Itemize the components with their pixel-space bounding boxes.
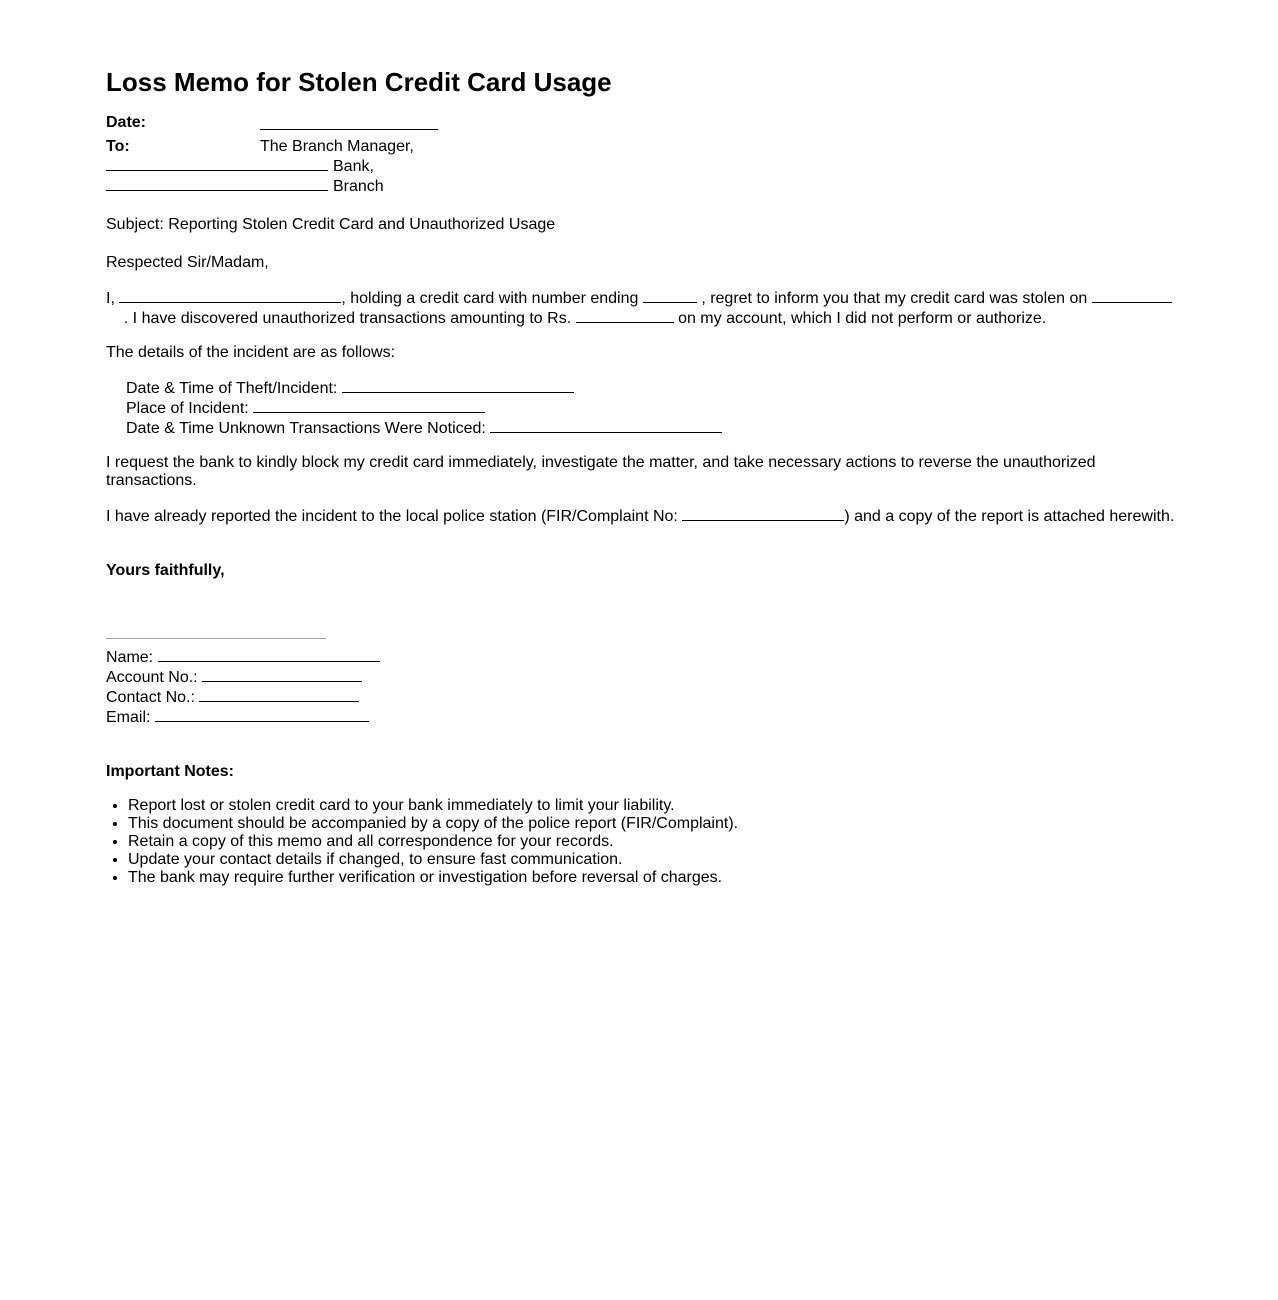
body-paragraph (106, 288, 1186, 328)
police-text-1: I have already reported the incident to the local police station (FIR/Complaint No: (106, 508, 678, 525)
details-intro: The details of the incident are as follows: (106, 344, 396, 361)
bank-suffix: Bank, (333, 158, 374, 175)
theft-blank[interactable] (342, 378, 574, 393)
contact-label: Contact No.: (106, 689, 195, 706)
account-label: Account No.: (106, 669, 198, 686)
body-text-4: . I have discovered unauthorized transactions amounting to Rs. (123, 310, 572, 327)
page-title: Loss Memo for Stolen Credit Card Usage (106, 67, 612, 97)
branch-name-blank[interactable] (106, 176, 328, 191)
branch-suffix: Branch (333, 178, 384, 195)
list-item: • Update your contact details if changed, to ensure fast communication. (128, 851, 1186, 869)
noticed-row (126, 418, 1186, 438)
police-text-2: ) and a copy of the report is attached herewith. (844, 508, 1175, 525)
noticed-blank[interactable] (490, 418, 722, 433)
name-blank[interactable] (158, 647, 380, 662)
list-item: • The bank may require further verification or investigation before reversal of charges. (128, 869, 1186, 887)
place-blank[interactable] (253, 398, 485, 413)
date-blank[interactable] (260, 115, 438, 130)
place-label: Place of Incident: (126, 400, 249, 417)
date-label: Date: (106, 114, 147, 131)
body-text-5: on my account, which I did not perform or authorize. (678, 310, 1047, 327)
body-text-2: , holding a credit card with number ending (341, 290, 639, 307)
notes-list (106, 797, 1186, 887)
closing: Yours faithfully, (106, 562, 225, 579)
bank-name-blank[interactable] (106, 156, 328, 171)
card-ending-blank[interactable] (643, 288, 697, 303)
contact-blank[interactable] (199, 687, 359, 702)
request-paragraph: I request the bank to kindly block my credit card immediately, investigate the matter, and take necessary actions to reverse the unauthorized transactions. (106, 454, 1096, 489)
subject-line: Subject: Reporting Stolen Credit Card and Unauthorized Usage (106, 216, 556, 233)
signature-fields (106, 647, 1186, 727)
contact-row (106, 687, 1186, 707)
list-item: • Retain a copy of this memo and all correspondence for your records. (128, 833, 1186, 851)
list-item: • Report lost or stolen credit card to your bank immediately to limit your liability. (128, 797, 1186, 815)
branch-line (106, 176, 1186, 196)
theft-label: Date & Time of Theft/Incident: (126, 380, 338, 397)
to-row (106, 138, 1186, 156)
theft-row (126, 378, 1186, 398)
amount-blank[interactable] (576, 308, 674, 323)
salutation: Respected Sir/Madam, (106, 254, 269, 271)
email-row (106, 707, 1186, 727)
body-text-3: , regret to inform you that my credit card was stolen on (701, 290, 1088, 307)
name-row (106, 647, 1186, 667)
to-recipient: The Branch Manager, (260, 138, 414, 155)
account-blank[interactable] (202, 667, 362, 682)
list-item: • This document should be accompanied by a copy of the police report (FIR/Complaint). (128, 815, 1186, 833)
date-row (106, 114, 1186, 132)
name-label: Name: (106, 649, 154, 666)
incident-details (106, 378, 1186, 438)
stolen-date-blank[interactable] (1092, 288, 1172, 303)
bank-line (106, 156, 1186, 176)
email-label: Email: (106, 709, 151, 726)
notes-heading: Important Notes: (106, 763, 234, 780)
to-label: To: (106, 138, 130, 155)
noticed-label: Date & Time Unknown Transactions Were Noticed: (126, 420, 486, 437)
account-row (106, 667, 1186, 687)
place-row (126, 398, 1186, 418)
body-text-1: I, (106, 290, 115, 307)
signature-line[interactable] (106, 638, 326, 639)
email-blank[interactable] (155, 707, 369, 722)
fir-number-blank[interactable] (682, 506, 844, 521)
police-paragraph (106, 506, 1186, 526)
holder-name-blank[interactable] (119, 288, 341, 303)
